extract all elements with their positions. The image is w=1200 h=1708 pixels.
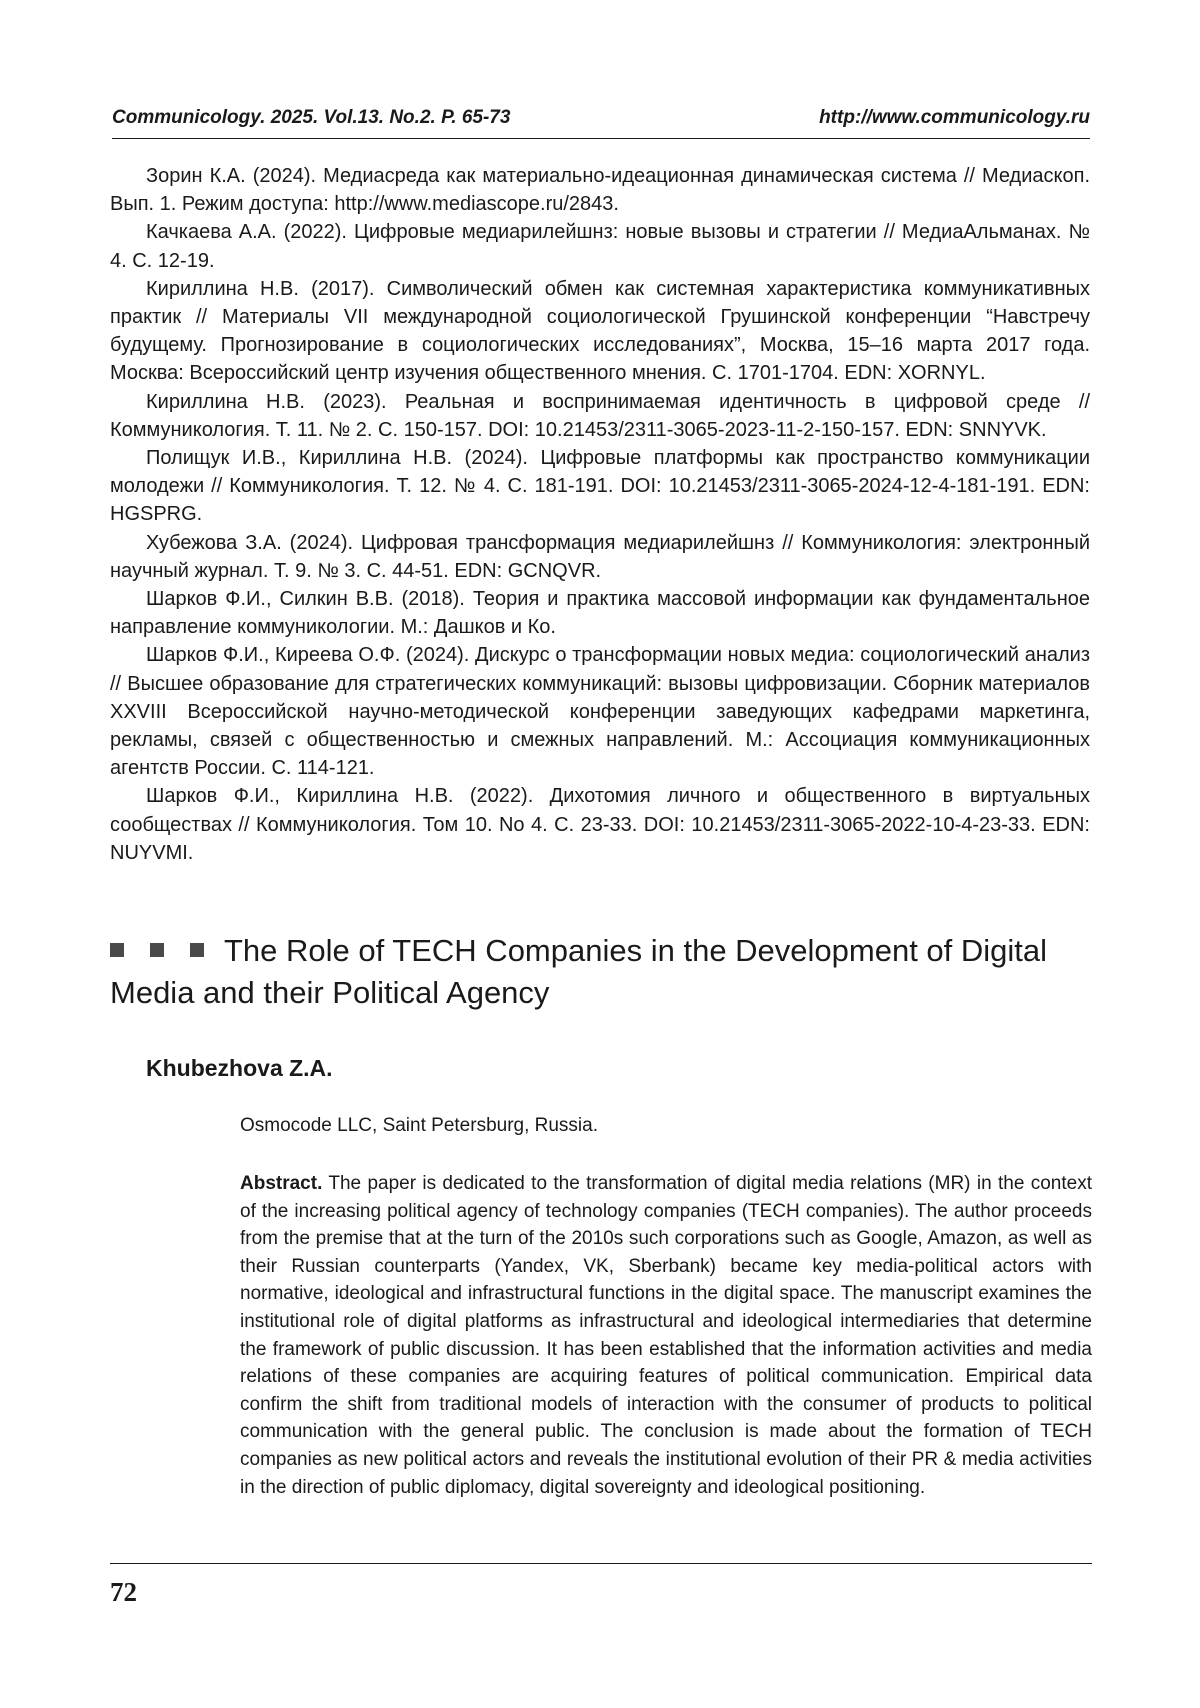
reference-item: Полищук И.В., Кириллина Н.В. (2024). Цифровые платформы как пространство коммуникации молодежи // Коммуникология. Т. 12. № 4. С. 181-191. DOI: 10.21453/2311-3065-2024-12-4-181-191. EDN: HGSPRG. bbox=[110, 447, 1090, 526]
reference-item: Зорин К.А. (2024). Медиасреда как материально-идеационная динамическая система // Медиаскоп. Вып. 1. Режим доступа: http://www.mediascope.ru/2843. bbox=[110, 165, 1090, 216]
abstract bbox=[240, 1170, 1092, 1501]
reference-item: Качкаева А.А. (2022). Цифровые медиарилейшнз: новые вызовы и стратегии // МедиаАльманах. № 4. С. 12-19. bbox=[110, 221, 1090, 272]
author-name: Khubezhova Z.A. bbox=[146, 1055, 333, 1081]
square-bullet-icon bbox=[150, 943, 164, 957]
reference-item: Кириллина Н.В. (2017). Символический обмен как системная характеристика коммуникативных практик // Материалы VII международной социологической Грушинской конференции “Навстречу будущему. Прогнозирование в социологических исследованиях”, Москва, 15–16 марта 2017 года. Москва: Всероссийский центр изучения общественного мнения. С. 1701-1704. EDN: XORNYL. bbox=[110, 277, 1090, 385]
abstract-text: The paper is dedicated to the transformation of digital media relations (MR) in the context of the increasing political agency of technology companies (TECH companies). The author proceeds from the premise that at the turn of the 2010s such corporations such as Google, Amazon, as well as their Russian counterparts (Yandex, VK, Sberbank) became key media-political actors with normative, ideological and infrastructural functions in the digital space. The manuscript examines the institutional role of digital platforms as infrastructural and ideological intermediaries that determine the framework of public discussion. It has been established that the information activities and media relations of these companies are acquiring features of political communication. Empirical data confirm the shift from traditional models of interaction with the consumer of products to political communication with the general public. The conclusion is made about the formation of TECH companies as new political actors and reveals the institutional evolution of their PR & media activities in the direction of public diplomacy, digital sovereignty and ideological positioning. bbox=[240, 1173, 1092, 1498]
reference-item: Шарков Ф.И., Силкин В.В. (2018). Теория и практика массовой информации как фундаментальное направление коммуникологии. М.: Дашков и Ко. bbox=[110, 588, 1090, 639]
article-title bbox=[110, 930, 1090, 1014]
abstract-label: Abstract. bbox=[240, 1173, 323, 1194]
reference-item: Кириллина Н.В. (2023). Реальная и воспринимаемая идентичность в цифровой среде // Коммуникология. Т. 11. № 2. С. 150-157. DOI: 10.21453/2311-3065-2023-11-2-150-157. EDN: SNNYVK. bbox=[110, 390, 1090, 441]
square-bullet-icon bbox=[190, 943, 204, 957]
running-header bbox=[112, 104, 1090, 139]
reference-list bbox=[110, 162, 1090, 867]
author-affiliation: Osmocode LLC, Saint Petersburg, Russia. bbox=[240, 1115, 599, 1136]
page-number: 72 bbox=[110, 1577, 137, 1607]
journal-citation: Communicology. 2025. Vol.13. No.2. P. 65-73 bbox=[112, 107, 511, 128]
footer-divider bbox=[110, 1563, 1092, 1564]
reference-item: Шарков Ф.И., Киреева О.Ф. (2024). Дискурс о трансформации новых медиа: социологический анализ // Высшее образование для стратегических коммуникаций: вызовы цифровизации. Сборник материалов XXVIII Всероссийской научно-методической конференции заведующих кафедрами маркетинга, рекламы, связей с общественностью и смежных направлений. М.: Ассоциация коммуникационных агентств России. С. 114-121. bbox=[110, 644, 1090, 780]
square-bullet-icon bbox=[110, 943, 124, 957]
article-title-text: The Role of TECH Companies in the Development of Digital Media and their Political Agency bbox=[110, 933, 1048, 1010]
journal-url[interactable]: http://www.communicology.ru bbox=[819, 107, 1090, 128]
reference-item: Хубежова З.А. (2024). Цифровая трансформация медиарилейшнз // Коммуникология: электронный научный журнал. Т. 9. № 3. С. 44-51. EDN: GCNQVR. bbox=[110, 531, 1090, 582]
reference-item: Шарков Ф.И., Кириллина Н.В. (2022). Дихотомия личного и общественного в виртуальных сообществах // Коммуникология. Том 10. No 4. С. 23-33. DOI: 10.21453/2311-3065-2022-10-4-23-33. EDN: NUYVMI. bbox=[110, 785, 1090, 864]
